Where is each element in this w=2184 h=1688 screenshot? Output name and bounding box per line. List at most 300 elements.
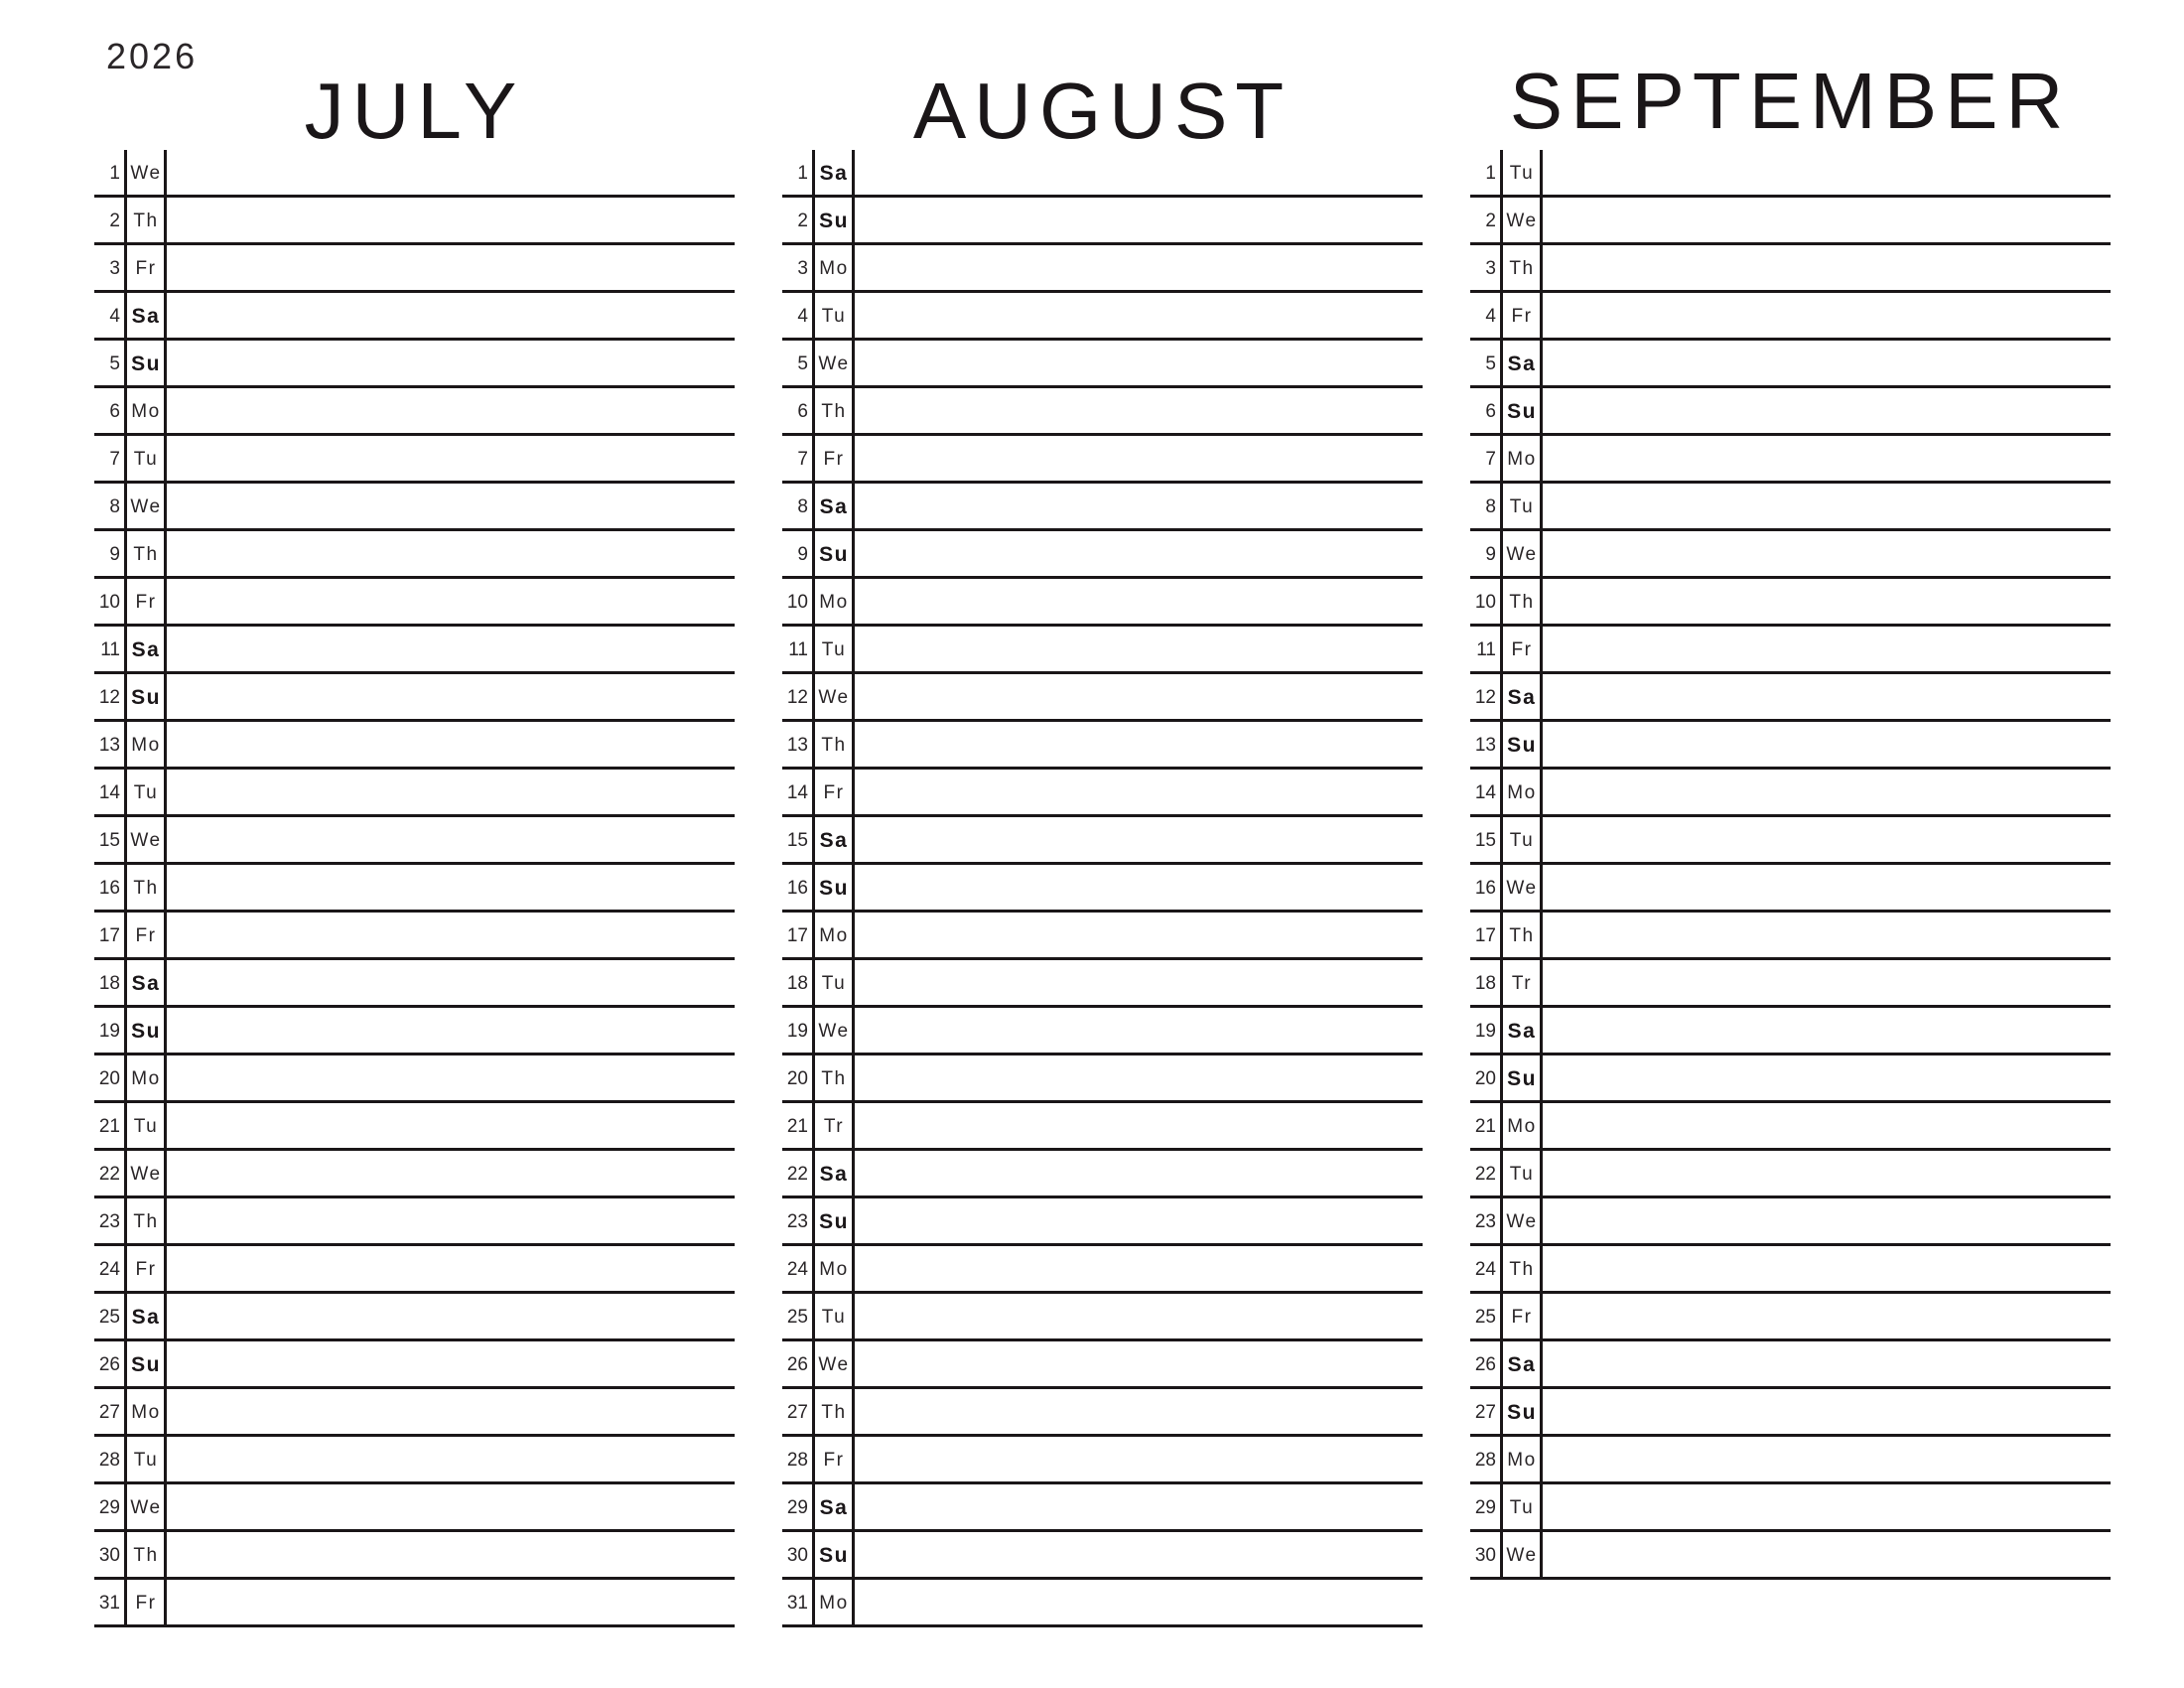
day-entry-line[interactable] (1540, 388, 2111, 433)
day-row (1470, 484, 2111, 531)
day-row (1470, 913, 2111, 960)
day-entry-line[interactable] (1540, 1008, 2111, 1053)
weekday-label: Fr (823, 449, 845, 470)
day-row (94, 1008, 735, 1055)
day-row (782, 1055, 1423, 1103)
day-entry-line[interactable] (1540, 579, 2111, 624)
day-row (782, 770, 1423, 817)
day-number: 14 (98, 782, 120, 803)
day-number: 23 (98, 1211, 120, 1232)
day-row (94, 293, 735, 341)
day-entry-line[interactable] (852, 1151, 1423, 1196)
day-row (1470, 150, 2111, 198)
day-row (782, 531, 1423, 579)
weekday-label: Mo (819, 258, 849, 279)
day-entry-line[interactable] (164, 960, 735, 1005)
day-row (782, 913, 1423, 960)
day-row (94, 960, 735, 1008)
day-entry-line[interactable] (852, 198, 1423, 242)
day-list (782, 150, 1423, 1627)
weekday-label: Sa (131, 638, 161, 661)
day-entry-line[interactable] (1540, 1246, 2111, 1291)
weekday-label: Su (819, 1544, 849, 1567)
day-entry-line[interactable] (852, 1532, 1423, 1577)
day-entry-line[interactable] (1540, 198, 2111, 242)
day-number: 7 (797, 449, 808, 470)
day-entry-line[interactable] (164, 1151, 735, 1196)
column-divider (124, 150, 127, 1627)
day-number: 21 (1474, 1116, 1496, 1137)
day-row (1470, 674, 2111, 722)
day-entry-line[interactable] (852, 484, 1423, 528)
weekday-label: Su (819, 1210, 849, 1233)
weekday-label: Tr (1511, 973, 1533, 994)
column-divider (164, 150, 167, 1627)
day-entry-line[interactable] (852, 293, 1423, 338)
day-entry-line[interactable] (1540, 1437, 2111, 1481)
day-number: 16 (98, 878, 120, 899)
column-divider (852, 150, 855, 1627)
weekday-label: Su (819, 543, 849, 566)
day-number: 5 (797, 353, 808, 374)
day-row (782, 722, 1423, 770)
weekday-label: We (1506, 1211, 1538, 1232)
weekday-label: Su (131, 1020, 161, 1043)
day-number: 18 (786, 973, 808, 994)
weekday-label: Su (131, 352, 161, 375)
day-row (94, 436, 735, 484)
day-row (1470, 293, 2111, 341)
day-row (782, 674, 1423, 722)
day-number: 30 (98, 1545, 120, 1566)
day-number: 10 (1474, 592, 1496, 613)
weekday-label: We (130, 163, 162, 184)
day-entry-line[interactable] (852, 1341, 1423, 1386)
day-row (1470, 436, 2111, 484)
day-row (1470, 722, 2111, 770)
day-entry-line[interactable] (1540, 1341, 2111, 1386)
day-number: 12 (98, 687, 120, 708)
day-entry-line[interactable] (1540, 817, 2111, 862)
day-number: 24 (98, 1259, 120, 1280)
day-number: 19 (1474, 1021, 1496, 1042)
day-row (782, 1103, 1423, 1151)
weekday-label: Sa (1507, 686, 1537, 709)
day-number: 15 (786, 830, 808, 851)
weekday-label: Th (133, 544, 159, 565)
day-entry-line[interactable] (164, 1198, 735, 1243)
day-number: 21 (98, 1116, 120, 1137)
day-number: 18 (1474, 973, 1496, 994)
day-entry-line[interactable] (1540, 150, 2111, 195)
day-entry-line[interactable] (164, 674, 735, 719)
day-number: 29 (786, 1497, 808, 1518)
day-entry-line[interactable] (164, 1103, 735, 1148)
day-row (94, 865, 735, 913)
day-entry-line[interactable] (1540, 722, 2111, 767)
weekday-label: Su (1507, 400, 1537, 423)
day-entry-line[interactable] (1540, 960, 2111, 1005)
weekday-label: Mo (819, 1593, 849, 1614)
day-entry-line[interactable] (164, 817, 735, 862)
weekday-label: Sa (819, 1163, 849, 1186)
weekday-label: Fr (135, 1593, 157, 1614)
day-number: 4 (797, 306, 808, 327)
day-number: 17 (786, 925, 808, 946)
day-row (782, 627, 1423, 674)
weekday-label: We (818, 353, 850, 374)
day-row (1470, 627, 2111, 674)
day-entry-line[interactable] (164, 1437, 735, 1481)
month-title: JULY (304, 67, 525, 155)
day-row (782, 579, 1423, 627)
day-entry-line[interactable] (164, 627, 735, 671)
weekday-label: Tu (821, 306, 847, 327)
day-row (94, 579, 735, 627)
weekday-label: Mo (819, 592, 849, 613)
weekday-label: Tu (1509, 496, 1535, 517)
day-entry-line[interactable] (164, 484, 735, 528)
day-entry-line[interactable] (1540, 1103, 2111, 1148)
day-number: 26 (786, 1354, 808, 1375)
weekday-label: Sa (131, 305, 161, 328)
day-row (782, 1246, 1423, 1294)
day-entry-line[interactable] (164, 770, 735, 814)
day-entry-line[interactable] (852, 960, 1423, 1005)
day-entry-line[interactable] (164, 150, 735, 195)
day-entry-line[interactable] (852, 1246, 1423, 1291)
day-entry-line[interactable] (1540, 1151, 2111, 1196)
weekday-label: We (818, 687, 850, 708)
weekday-label: Fr (135, 592, 157, 613)
day-row (1470, 817, 2111, 865)
day-row (1470, 1008, 2111, 1055)
day-row (94, 770, 735, 817)
day-row (1470, 1055, 2111, 1103)
day-entry-line[interactable] (164, 1246, 735, 1291)
day-row (782, 817, 1423, 865)
day-entry-line[interactable] (1540, 1294, 2111, 1338)
column-divider (812, 150, 815, 1627)
day-row (782, 341, 1423, 388)
day-entry-line[interactable] (852, 865, 1423, 910)
day-entry-line[interactable] (852, 1055, 1423, 1100)
day-row (94, 1532, 735, 1580)
day-row (94, 1437, 735, 1484)
day-entry-line[interactable] (852, 817, 1423, 862)
weekday-label: Fr (135, 925, 157, 946)
day-number: 28 (786, 1450, 808, 1471)
column-divider (1500, 150, 1503, 1580)
weekday-label: Mo (131, 401, 161, 422)
day-entry-line[interactable] (852, 913, 1423, 957)
month-title: AUGUST (912, 67, 1293, 155)
day-row (1470, 198, 2111, 245)
day-number: 3 (1485, 258, 1496, 279)
month-column-september (1470, 0, 2111, 1688)
day-number: 7 (109, 449, 120, 470)
day-entry-line[interactable] (852, 627, 1423, 671)
day-row (1470, 1294, 2111, 1341)
day-entry-line[interactable] (1540, 627, 2111, 671)
day-entry-line[interactable] (164, 865, 735, 910)
day-entry-line[interactable] (164, 388, 735, 433)
weekday-label: Su (131, 1353, 161, 1376)
day-row (782, 865, 1423, 913)
day-entry-line[interactable] (1540, 674, 2111, 719)
day-number: 2 (109, 211, 120, 231)
day-entry-line[interactable] (852, 388, 1423, 433)
day-entry-line[interactable] (1540, 1532, 2111, 1577)
day-row (782, 1008, 1423, 1055)
day-number: 18 (98, 973, 120, 994)
day-number: 30 (786, 1545, 808, 1566)
day-number: 1 (797, 163, 808, 184)
day-entry-line[interactable] (164, 722, 735, 767)
day-row (1470, 579, 2111, 627)
day-entry-line[interactable] (1540, 1055, 2111, 1100)
day-row (1470, 388, 2111, 436)
day-entry-line[interactable] (852, 436, 1423, 481)
day-entry-line[interactable] (164, 1389, 735, 1434)
day-row (94, 198, 735, 245)
day-entry-line[interactable] (164, 1294, 735, 1338)
month-column-august (782, 0, 1423, 1688)
day-row (94, 1294, 735, 1341)
day-number: 27 (1474, 1402, 1496, 1423)
day-row (782, 150, 1423, 198)
day-row (94, 150, 735, 198)
day-entry-line[interactable] (164, 436, 735, 481)
weekday-label: Fr (135, 258, 157, 279)
day-entry-line[interactable] (852, 722, 1423, 767)
day-entry-line[interactable] (164, 1008, 735, 1053)
day-number: 3 (109, 258, 120, 279)
day-row (94, 245, 735, 293)
weekday-label: Mo (819, 1259, 849, 1280)
weekday-label: Th (821, 735, 847, 756)
day-row (782, 1580, 1423, 1627)
day-number: 4 (109, 306, 120, 327)
day-entry-line[interactable] (164, 531, 735, 576)
weekday-label: Tu (133, 1450, 159, 1471)
weekday-label: Sa (819, 1496, 849, 1519)
day-entry-line[interactable] (852, 1008, 1423, 1053)
weekday-label: Fr (135, 1259, 157, 1280)
day-row (94, 341, 735, 388)
day-entry-line[interactable] (852, 770, 1423, 814)
weekday-label: Th (133, 211, 159, 231)
day-number: 6 (1485, 401, 1496, 422)
day-row (782, 1151, 1423, 1198)
day-number: 13 (1474, 735, 1496, 756)
weekday-label: Mo (819, 925, 849, 946)
day-number: 9 (797, 544, 808, 565)
day-row (1470, 1341, 2111, 1389)
day-entry-line[interactable] (852, 674, 1423, 719)
day-entry-line[interactable] (1540, 1389, 2111, 1434)
day-entry-line[interactable] (852, 1389, 1423, 1434)
day-row (94, 722, 735, 770)
weekday-label: Mo (131, 1068, 161, 1089)
day-number: 5 (1485, 353, 1496, 374)
day-entry-line[interactable] (852, 1484, 1423, 1529)
day-number: 15 (1474, 830, 1496, 851)
day-number: 22 (786, 1164, 808, 1185)
day-number: 10 (98, 592, 120, 613)
day-entry-line[interactable] (852, 1198, 1423, 1243)
day-number: 13 (786, 735, 808, 756)
weekday-label: We (818, 1021, 850, 1042)
weekday-label: Tu (1509, 163, 1535, 184)
day-entry-line[interactable] (1540, 1198, 2111, 1243)
day-row (782, 245, 1423, 293)
day-number: 27 (786, 1402, 808, 1423)
day-entry-line[interactable] (164, 1484, 735, 1529)
day-number: 4 (1485, 306, 1496, 327)
day-number: 21 (786, 1116, 808, 1137)
day-entry-line[interactable] (1540, 484, 2111, 528)
day-entry-line[interactable] (1540, 770, 2111, 814)
day-entry-line[interactable] (164, 1341, 735, 1386)
month-title: SEPTEMBER (1509, 57, 2072, 145)
weekday-label: We (1506, 878, 1538, 899)
weekday-label: We (1506, 544, 1538, 565)
day-number: 10 (786, 592, 808, 613)
day-entry-line[interactable] (852, 531, 1423, 576)
weekday-label: Sa (819, 829, 849, 852)
day-number: 9 (109, 544, 120, 565)
day-entry-line[interactable] (164, 1580, 735, 1624)
day-entry-line[interactable] (852, 1103, 1423, 1148)
weekday-label: Th (1509, 1259, 1535, 1280)
weekday-label: Tu (133, 1116, 159, 1137)
day-entry-line[interactable] (164, 293, 735, 338)
day-row (782, 1389, 1423, 1437)
day-number: 23 (786, 1211, 808, 1232)
day-number: 31 (98, 1593, 120, 1614)
day-entry-line[interactable] (852, 245, 1423, 290)
day-row (782, 1198, 1423, 1246)
day-row (1470, 865, 2111, 913)
day-row (1470, 1484, 2111, 1532)
day-row (782, 1341, 1423, 1389)
day-number: 11 (788, 639, 808, 660)
day-entry-line[interactable] (852, 579, 1423, 624)
day-row (1470, 770, 2111, 817)
day-number: 19 (786, 1021, 808, 1042)
day-entry-line[interactable] (1540, 865, 2111, 910)
day-row (782, 293, 1423, 341)
day-entry-line[interactable] (1540, 913, 2111, 957)
day-number: 29 (1474, 1497, 1496, 1518)
weekday-label: Sa (819, 495, 849, 518)
day-entry-line[interactable] (852, 1437, 1423, 1481)
day-number: 25 (786, 1307, 808, 1328)
day-row (782, 960, 1423, 1008)
day-entry-line[interactable] (164, 245, 735, 290)
day-number: 11 (1476, 639, 1496, 660)
day-row (1470, 1437, 2111, 1484)
day-row (94, 1341, 735, 1389)
day-entry-line[interactable] (164, 913, 735, 957)
day-row (94, 913, 735, 960)
weekday-label: Mo (131, 1402, 161, 1423)
day-row (1470, 1532, 2111, 1580)
day-row (782, 1294, 1423, 1341)
weekday-label: Mo (1507, 1450, 1537, 1471)
day-number: 3 (797, 258, 808, 279)
day-entry-line[interactable] (164, 198, 735, 242)
weekday-label: We (130, 496, 162, 517)
day-number: 1 (1485, 163, 1496, 184)
day-row (94, 1246, 735, 1294)
day-entry-line[interactable] (164, 341, 735, 385)
day-entry-line[interactable] (852, 150, 1423, 195)
day-row (782, 436, 1423, 484)
day-entry-line[interactable] (164, 579, 735, 624)
day-entry-line[interactable] (1540, 245, 2111, 290)
day-number: 8 (1485, 496, 1496, 517)
day-entry-line[interactable] (1540, 436, 2111, 481)
day-row (94, 531, 735, 579)
day-row (782, 1437, 1423, 1484)
day-row (1470, 1389, 2111, 1437)
weekday-label: We (1506, 211, 1538, 231)
weekday-label: Fr (1511, 306, 1533, 327)
day-entry-line[interactable] (164, 1055, 735, 1100)
day-row (782, 1532, 1423, 1580)
weekday-label: Tu (1509, 1164, 1535, 1185)
day-number: 5 (109, 353, 120, 374)
day-row (1470, 960, 2111, 1008)
day-number: 24 (1474, 1259, 1496, 1280)
day-row (1470, 1103, 2111, 1151)
weekday-label: Fr (823, 782, 845, 803)
weekday-label: Su (1507, 734, 1537, 757)
day-entry-line[interactable] (164, 1532, 735, 1577)
day-row (94, 388, 735, 436)
day-entry-line[interactable] (1540, 341, 2111, 385)
day-row (1470, 341, 2111, 388)
weekday-label: Tu (133, 449, 159, 470)
weekday-label: Tu (821, 639, 847, 660)
weekday-label: Sa (1507, 352, 1537, 375)
day-number: 17 (98, 925, 120, 946)
day-row (1470, 245, 2111, 293)
day-row (94, 1055, 735, 1103)
day-entry-line[interactable] (852, 1294, 1423, 1338)
weekday-label: Mo (1507, 449, 1537, 470)
weekday-label: Tu (133, 782, 159, 803)
weekday-label: Tu (821, 973, 847, 994)
day-number: 8 (109, 496, 120, 517)
day-entry-line[interactable] (1540, 293, 2111, 338)
weekday-label: Th (1509, 592, 1535, 613)
day-entry-line[interactable] (852, 341, 1423, 385)
day-entry-line[interactable] (1540, 531, 2111, 576)
day-row (1470, 531, 2111, 579)
day-row (1470, 1151, 2111, 1198)
weekday-label: Th (133, 1545, 159, 1566)
weekday-label: Su (819, 877, 849, 900)
day-number: 17 (1474, 925, 1496, 946)
day-entry-line[interactable] (1540, 1484, 2111, 1529)
day-row (782, 484, 1423, 531)
day-entry-line[interactable] (852, 1580, 1423, 1624)
weekday-label: Tu (1509, 1497, 1535, 1518)
day-number: 22 (98, 1164, 120, 1185)
